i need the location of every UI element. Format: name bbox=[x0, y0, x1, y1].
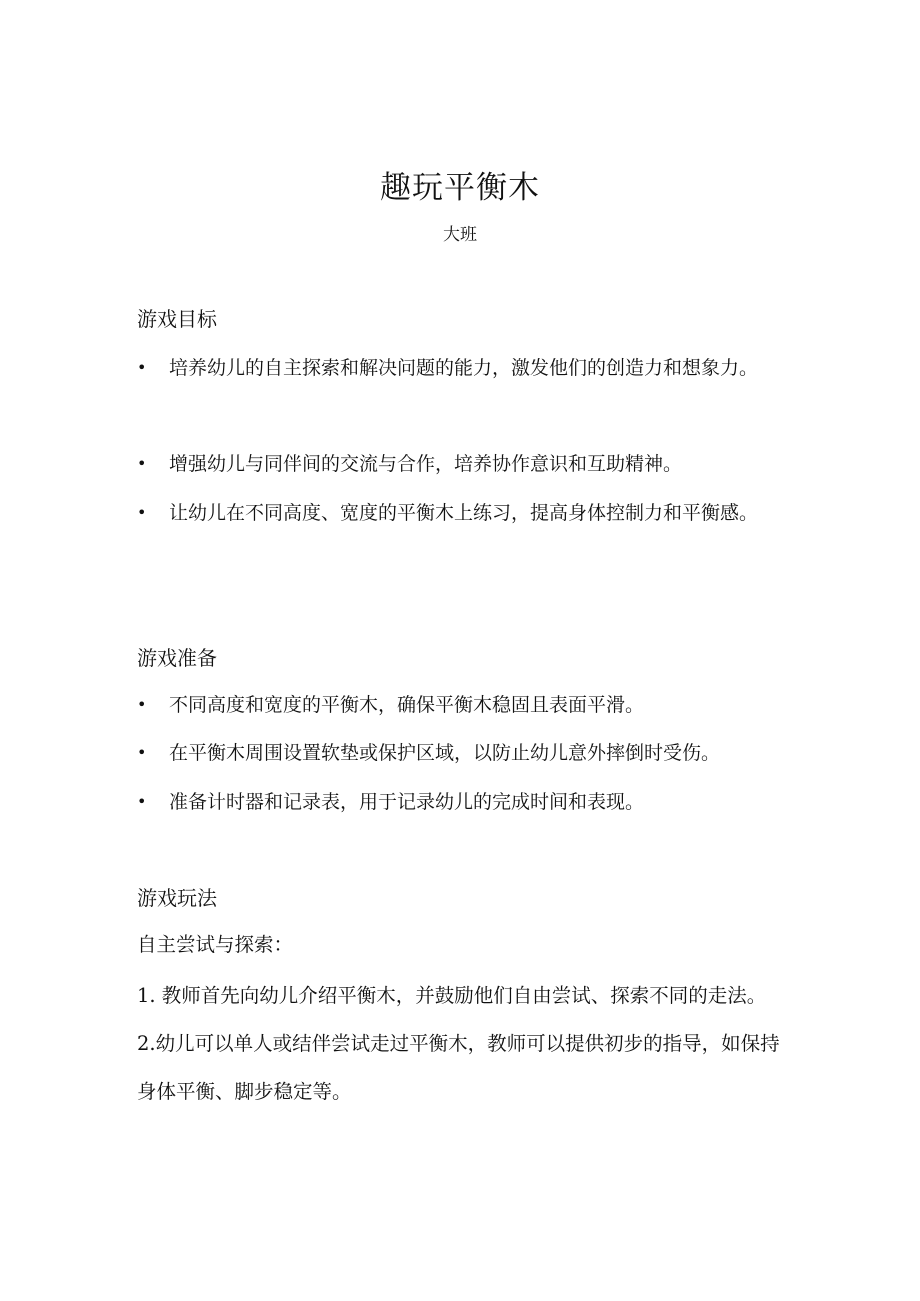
prep-item-2: 在平衡木周围设置软垫或保护区域，以防止幼儿意外摔倒时受伤。 bbox=[169, 742, 721, 764]
bullet-icon: • bbox=[137, 454, 147, 473]
section-heading-prep: 游戏准备 bbox=[137, 646, 217, 670]
goal-item-3: 让幼儿在不同高度、宽度的平衡木上练习，提高身体控制力和平衡感。 bbox=[169, 502, 759, 524]
bullet-icon: • bbox=[137, 743, 147, 762]
goal-item-2: 增强幼儿与同伴间的交流与合作，培养协作意识和互助精神。 bbox=[169, 453, 683, 475]
section-heading-play: 游戏玩法 bbox=[137, 886, 217, 910]
goal-item-1: 培养幼儿的自主探索和解决问题的能力，激发他们的创造力和想象力。 bbox=[169, 357, 759, 379]
prep-item-1: 不同高度和宽度的平衡木，确保平衡木稳固且表面平滑。 bbox=[169, 694, 645, 716]
bullet-icon: • bbox=[137, 358, 147, 377]
document-subtitle: 大班 bbox=[443, 225, 477, 245]
play-subheading: 自主尝试与探索： bbox=[137, 933, 294, 956]
play-step-2: 2.幼儿可以单人或结伴尝试走过平衡木，教师可以提供初步的指导，如保持身体平衡、脚步稳定等。 bbox=[137, 1032, 780, 1103]
bullet-icon: • bbox=[137, 503, 147, 522]
section-heading-goals: 游戏目标 bbox=[137, 307, 217, 331]
bullet-icon: • bbox=[137, 695, 147, 714]
document-title: 趣玩平衡木 bbox=[380, 170, 540, 206]
play-step-1: 1. 教师首先向幼儿介绍平衡木，并鼓励他们自由尝试、探索不同的走法。 bbox=[137, 984, 767, 1007]
bullet-icon: • bbox=[137, 792, 147, 811]
prep-item-3: 准备计时器和记录表，用于记录幼儿的完成时间和表现。 bbox=[169, 791, 645, 813]
